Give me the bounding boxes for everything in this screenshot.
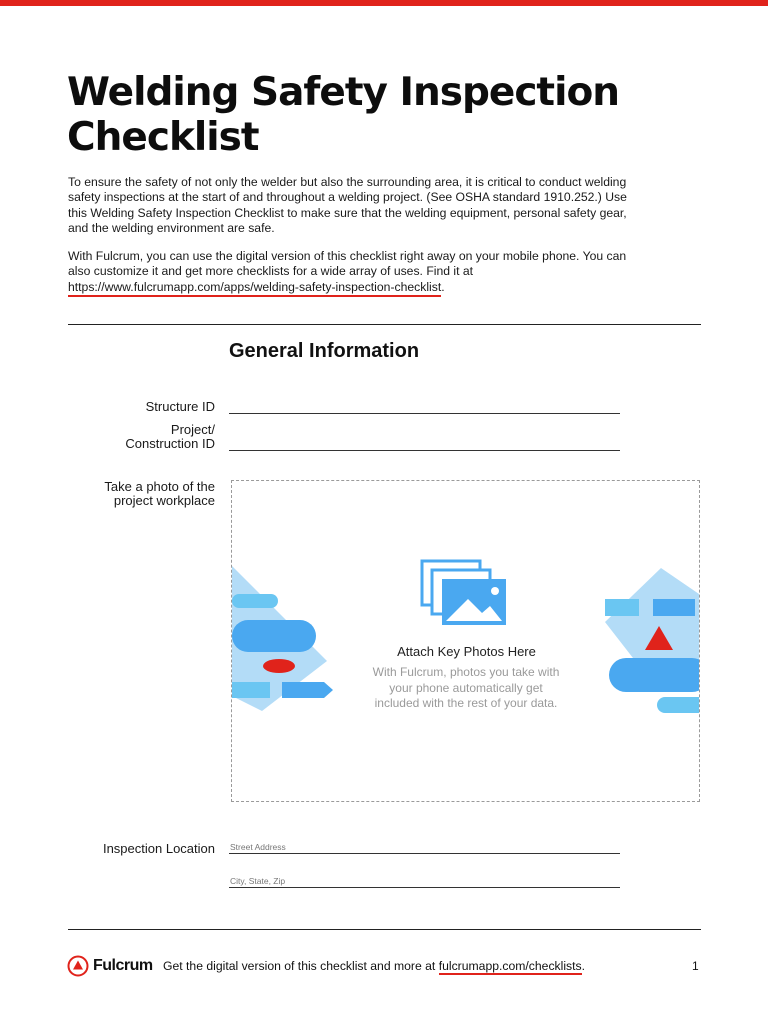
divider-bottom — [68, 929, 701, 930]
project-id-label-line2: Construction ID — [125, 436, 215, 451]
fulcrum-logo-icon — [67, 955, 89, 977]
inspection-location-label: Inspection Location — [102, 841, 215, 856]
checklist-app-link[interactable]: https://www.fulcrumapp.com/apps/welding-safety-inspection-checklist — [68, 280, 441, 297]
photo-label-line1: Take a photo of the — [104, 479, 215, 494]
fulcrum-logo — [67, 955, 153, 977]
street-address-field[interactable] — [229, 853, 620, 854]
structure-id-label: Structure ID — [145, 399, 215, 414]
footer-text — [163, 959, 585, 973]
attach-photos-description: With Fulcrum, photos you take with your phone automatically get included with the rest of your data. — [372, 665, 560, 710]
city-state-zip-hint: City, State, Zip — [230, 876, 286, 886]
project-id-label — [67, 423, 215, 451]
top-accent-bar — [0, 0, 768, 6]
project-id-label-line1: Project/ — [170, 422, 215, 437]
photo-attach-area[interactable] — [231, 480, 700, 802]
left-decoration-graphic — [232, 566, 342, 716]
street-address-hint: Street Address — [230, 842, 286, 852]
city-state-zip-field[interactable] — [229, 887, 620, 888]
footer-checklists-link[interactable]: fulcrumapp.com/checklists — [438, 959, 582, 973]
paragraph-period: . — [441, 279, 445, 294]
footer-period: . — [581, 959, 586, 973]
intro-paragraph: To ensure the safety of not only the welder but also the surrounding area, it is critical to conduct welding safety inspections at the start of and throughout a welding project. (See OSHA standard 1910.252.) Use this Welding Safety Inspection Checklist to make sure that the welding equipment, personal safety gear, and the welding environment are safe. — [68, 175, 627, 236]
footer-text-body: Get the digital version of this checklist and more at — [163, 959, 439, 973]
page-title: Welding Safety Inspection Checklist — [67, 70, 620, 160]
fulcrum-logo-text: Fulcrum — [93, 957, 153, 974]
photo-label — [67, 480, 215, 508]
digital-version-text: With Fulcrum, you can use the digital version of this checklist right away on your mobile phone. You can also customize it and get more checklists for a wide array of uses. Find it at — [68, 249, 627, 279]
page-number: 1 — [692, 959, 699, 973]
attach-photos-title: Attach Key Photos Here — [397, 644, 536, 659]
photo-gallery-icon — [420, 559, 510, 629]
section-title: General Information — [229, 340, 420, 362]
photo-label-line2: project workplace — [113, 493, 215, 508]
structure-id-field[interactable] — [229, 413, 620, 414]
right-decoration-graphic — [603, 566, 699, 716]
divider-top — [68, 324, 701, 325]
digital-version-paragraph — [68, 249, 628, 295]
project-id-field[interactable] — [229, 450, 620, 451]
